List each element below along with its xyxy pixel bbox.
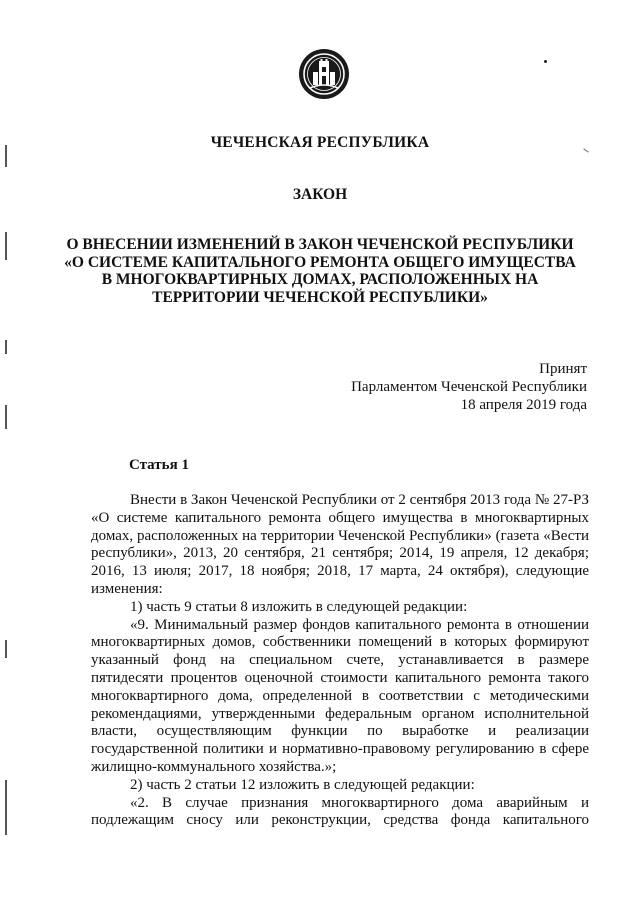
adoption-date: 18 апреля 2019 года <box>460 397 587 413</box>
body-line: «О системе капитального ремонта общего имущества в многоквартирных <box>91 509 589 526</box>
republic-name: ЧЕЧЕНСКАЯ РЕСПУБЛИКА <box>210 134 430 151</box>
law-title-line: ТЕРРИТОРИИ ЧЕЧЕНСКОЙ РЕСПУБЛИКИ» <box>152 288 488 306</box>
body-line: жилищно-коммунального хозяйства.»; <box>91 758 337 775</box>
body-line: многоквартирного дома, определенной в соответствии с методическими <box>91 687 589 704</box>
document-type: ЗАКОН <box>292 186 348 203</box>
scan-mark <box>5 232 7 260</box>
scan-mark <box>5 145 7 167</box>
law-title-line: О ВНЕСЕНИИ ИЗМЕНЕНИЙ В ЗАКОН ЧЕЧЕНСКОЙ РЕСПУБЛИКИ <box>66 236 574 253</box>
body-line: домах, расположенных на территории Чеченской Республики» (газета «Вести <box>91 527 589 544</box>
body-line: «2. В случае признания многоквартирного дома аварийным и <box>130 794 589 811</box>
adoption-block <box>351 360 587 414</box>
body-line: «9. Минимальный размер фондов капитального ремонта в отношении <box>130 616 589 633</box>
article-heading: Статья 1 <box>129 457 189 473</box>
body-line: власти, осуществляющим функции по выработке и реализации <box>91 723 589 740</box>
body-line: государственной политики и нормативно-правовому регулированию в сфере <box>91 741 589 758</box>
body-line: республики», 2013, 20 сентября, 21 сентября; 2014, 19 апреля, 12 декабря; <box>91 545 589 562</box>
scan-mark <box>5 640 7 658</box>
body-line: указанный фонд на специальном счете, устанавливается в размере <box>91 652 589 669</box>
body-line: 2016, 13 июля; 2017, 18 ноября; 2018, 17 марта, 24 октября), следующие <box>91 563 589 580</box>
law-title-line: «О СИСТЕМЕ КАПИТАЛЬНОГО РЕМОНТА ОБЩЕГО ИМУЩЕСТВА <box>64 253 576 271</box>
coat-of-arms-icon <box>298 48 350 100</box>
adoption-line: Принят <box>539 361 587 377</box>
scan-mark <box>5 340 7 354</box>
adoption-line: Парламентом Чеченской Республики <box>351 379 587 395</box>
article-body <box>91 492 589 830</box>
body-line: рекомендациями, утвержденными федеральным органом исполнительной <box>91 705 589 722</box>
body-line: Внести в Закон Чеченской Республики от 2 сентября 2013 года № 27-РЗ <box>130 492 589 508</box>
scan-mark <box>5 405 7 429</box>
body-line: пятидесяти процентов оценочной стоимости капитального ремонта такого <box>91 669 589 686</box>
body-line: многоквартирных домов, собственники помещений в которых формируют <box>91 634 589 651</box>
law-title-line: В МНОГОКВАРТИРНЫХ ДОМАХ, РАСПОЛОЖЕННЫХ НА <box>101 271 539 288</box>
body-line: подлежащим сносу или реконструкции, средства фонда капитального <box>91 812 589 829</box>
body-line: 1) часть 9 статьи 8 изложить в следующей редакции: <box>130 598 468 615</box>
body-line: 2) часть 2 статьи 12 изложить в следующей редакции: <box>130 776 475 793</box>
scan-speck <box>544 60 547 63</box>
body-line: изменения: <box>91 580 163 597</box>
scan-mark <box>5 780 7 835</box>
law-title <box>40 236 600 306</box>
